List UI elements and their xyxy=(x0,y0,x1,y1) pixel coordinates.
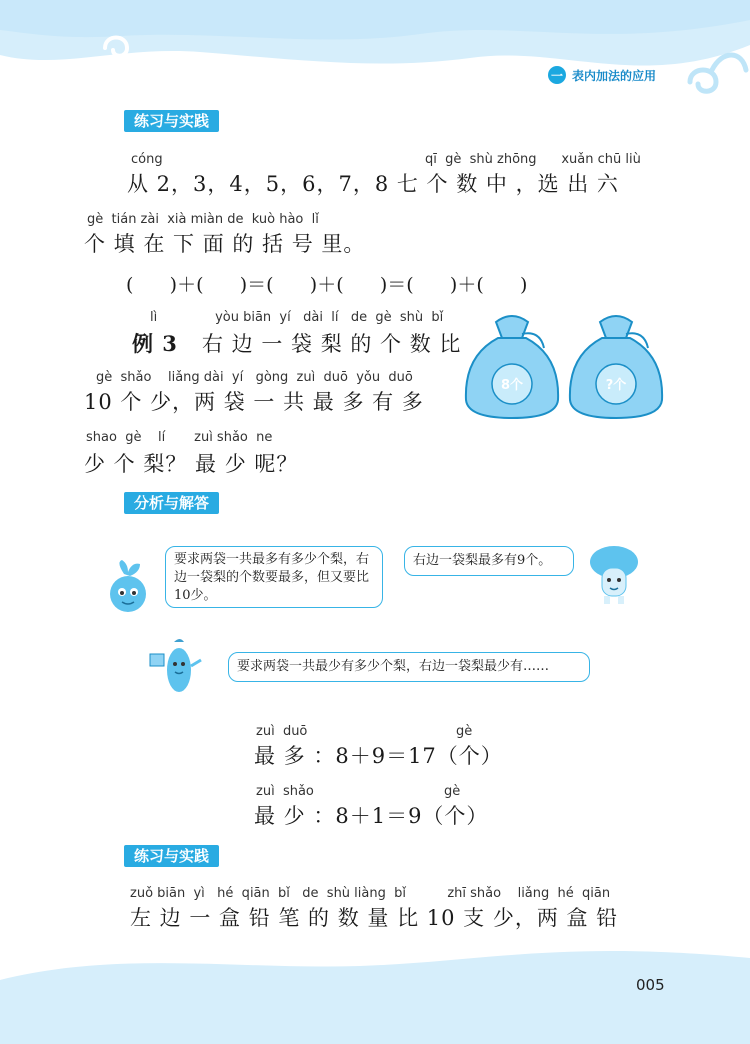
pinyin-line: qī gè shù zhōng xuǎn chū liù xyxy=(425,152,641,167)
pinyin-line: zuǒ biān yì hé qiān bǐ de shù liàng bǐ zhī shǎo liǎng hé qiān xyxy=(130,886,611,901)
bag-right-label: ?个 xyxy=(605,378,627,393)
blank-equation: ( )＋( )＝( )＋( )＝( )＋( ) xyxy=(126,274,528,296)
analysis-section-tag: 分析与解答 xyxy=(124,492,219,514)
top-wave-banner xyxy=(0,0,750,110)
pinyin-line: zuì shǎo xyxy=(256,784,314,799)
pinyin-line: gè shǎo liǎng dài yí gòng zuì duō yǒu duō xyxy=(96,370,413,385)
pinyin-line: lì yòu biān yí dài lí de gè shù bǐ xyxy=(150,310,444,325)
pinyin-line: gè xyxy=(456,724,473,739)
pinyin-line: gè xyxy=(444,784,461,799)
pinyin-line: shao gè lí zuì shǎo ne xyxy=(86,430,273,445)
practice-section-tag: 练习与实践 xyxy=(124,845,219,867)
problem-text-line: 10 个 少，两 袋 一 共 最 多 有 多 xyxy=(84,390,424,414)
problem-text-line: 右 边 一 袋 梨 的 个 数 比 xyxy=(202,332,462,356)
bag-left-label: 8个 xyxy=(500,378,524,393)
hint-bubble-3: 要求两袋一共最少有多少个梨，右边一袋梨最少有…… xyxy=(228,652,590,682)
example-label: 例 3 xyxy=(132,331,178,356)
pinyin-line: cóng xyxy=(131,152,163,167)
pear-bag-left-icon xyxy=(462,312,562,422)
problem-text-line: 少 个 梨？ 最 少 呢？ xyxy=(84,452,299,476)
hint-bubble-1: 要求两袋一共最多有多少个梨，右边一袋梨的个数要最多，但又要比10少。 xyxy=(165,546,383,608)
pinyin-line: gè tián zài xià miàn de kuò hào lǐ xyxy=(87,212,319,227)
eggplant-mascot-icon xyxy=(148,636,206,696)
pinyin-line: zuì duō xyxy=(256,724,308,739)
problem-text-line: 个 填 在 下 面 的 括 号 里。 xyxy=(84,232,366,256)
mushroom-mascot-icon xyxy=(586,540,642,610)
problem-text-line: 左 边 一 盒 铅 笔 的 数 量 比 10 支 少，两 盒 铅 xyxy=(130,906,619,930)
hint-bubble-2: 右边一袋梨最多有9个。 xyxy=(404,546,574,576)
practice-section-tag: 练习与实践 xyxy=(124,110,219,132)
answer-max-equation: 最 多 ：8＋9＝17（个） xyxy=(254,744,503,768)
radish-mascot-icon xyxy=(100,560,156,620)
pear-bag-right-icon xyxy=(566,312,666,422)
page-number: 005 xyxy=(636,976,665,994)
chapter-title: 表内加法的应用 xyxy=(572,68,657,83)
chapter-number-badge: 一 xyxy=(548,66,566,84)
answer-min-equation: 最 少 ：8＋1＝9（个） xyxy=(254,804,489,828)
problem-text-line: 从 2，3，4，5，6，7，8 七 个 数 中 ，选 出 六 xyxy=(127,172,619,196)
chapter-header xyxy=(548,66,656,84)
